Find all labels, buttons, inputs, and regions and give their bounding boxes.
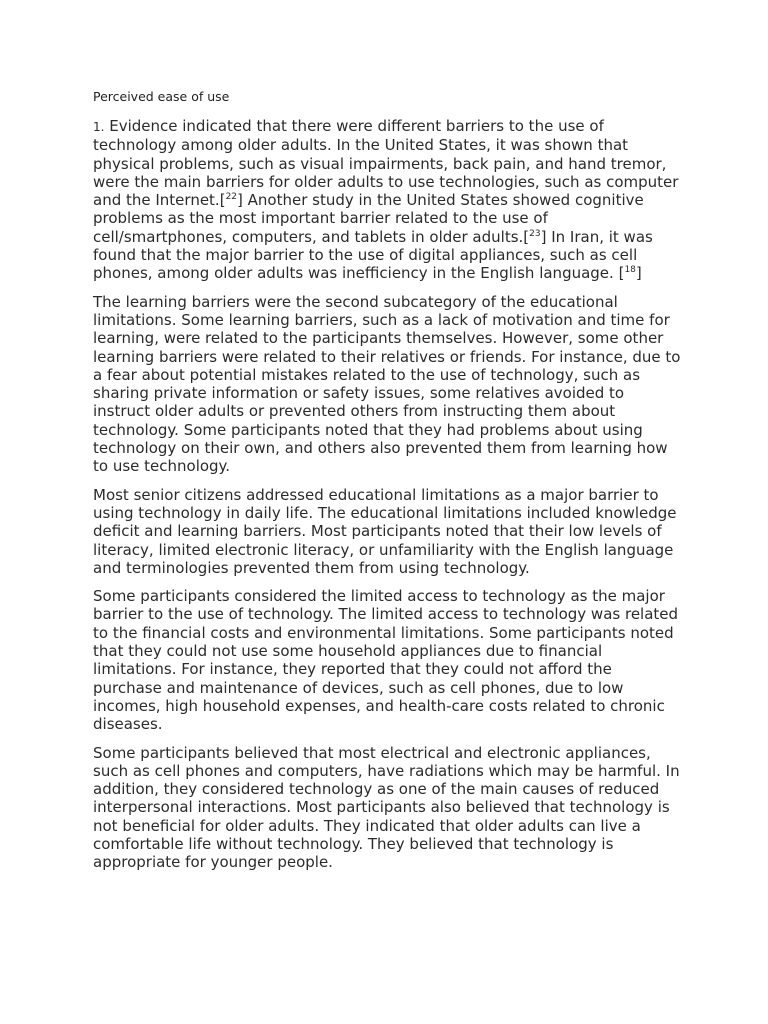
paragraph-5: Some participants believed that most electrical and electronic appliances, such as cell phones and computers, have radiations which may be harmful. In addition, they considered technology as one of the main causes of reduced interpersonal interactions. Most participants also believed that technology is not beneficial for older adults. They indicated that older adults can live a comfortable life without technology. They believed that technology is appropriate for younger people. (93, 743, 680, 872)
section-heading: Perceived ease of use (93, 89, 230, 104)
paragraph-text: Evidence indicated that there were different barriers to the use of technology among older adults. In the United States, it was shown that physical problems, such as visual impairments, back pain, and hand tremor, were the main barriers for older adults to use technologies, such as computer and the Internet.[ (93, 117, 679, 210)
document-page (93, 88, 683, 882)
paragraph-text: ] Another study in the United States showed cognitive problems as the most important barrier related to the use of cell/smartphones, computers, and tablets in older adults.[ (93, 191, 644, 246)
paragraph-1 (93, 117, 683, 283)
citation-ref-22[interactable]: 22 (225, 192, 238, 203)
paragraph-text: ] In Iran, it was found that the major barrier to the use of digital appliances, such as cell phones, among older adults was inefficiency in the English language. [ (93, 227, 653, 283)
paragraph-3: Most senior citizens addressed educational limitations as a major barrier to using technology in daily life. The educational limitations included knowledge deficit and learning barriers. Most participants noted that their low levels of literacy, limited electronic literacy, or unfamiliarity with the English language and terminologies prevented them from using technology. (93, 485, 677, 577)
paragraph-2: The learning barriers were the second subcategory of the educational limitations. Some learning barriers, such as a lack of motivation and time for learning, were related to the participants themselves. However, some other learning barriers were related to their relatives or friends. For instance, due to a fear about potential mistakes related to the use of technology, such as sharing private information or safety issues, some relatives avoided to instruct older adults or prevented others from instructing them about technology. Some participants noted that they had problems about using technology on their own, and others also prevented them from learning how to use technology. (93, 292, 681, 476)
citation-ref-23[interactable]: 23 (529, 228, 541, 239)
paragraph-4: Some participants considered the limited access to technology as the major barrier to the use of technology. The limited access to technology was related to the financial costs and environmental limitations. Some participants noted that they could not use some household appliances due to financial limitations. For instance, they reported that they could not afford the purchase and maintenance of devices, such as cell phones, due to low incomes, high household expenses, and health-care costs related to chronic diseases. (93, 587, 679, 734)
paragraph-text: ] (635, 264, 642, 283)
citation-ref-18[interactable]: 18 (624, 265, 636, 276)
list-number: 1. (93, 120, 105, 134)
